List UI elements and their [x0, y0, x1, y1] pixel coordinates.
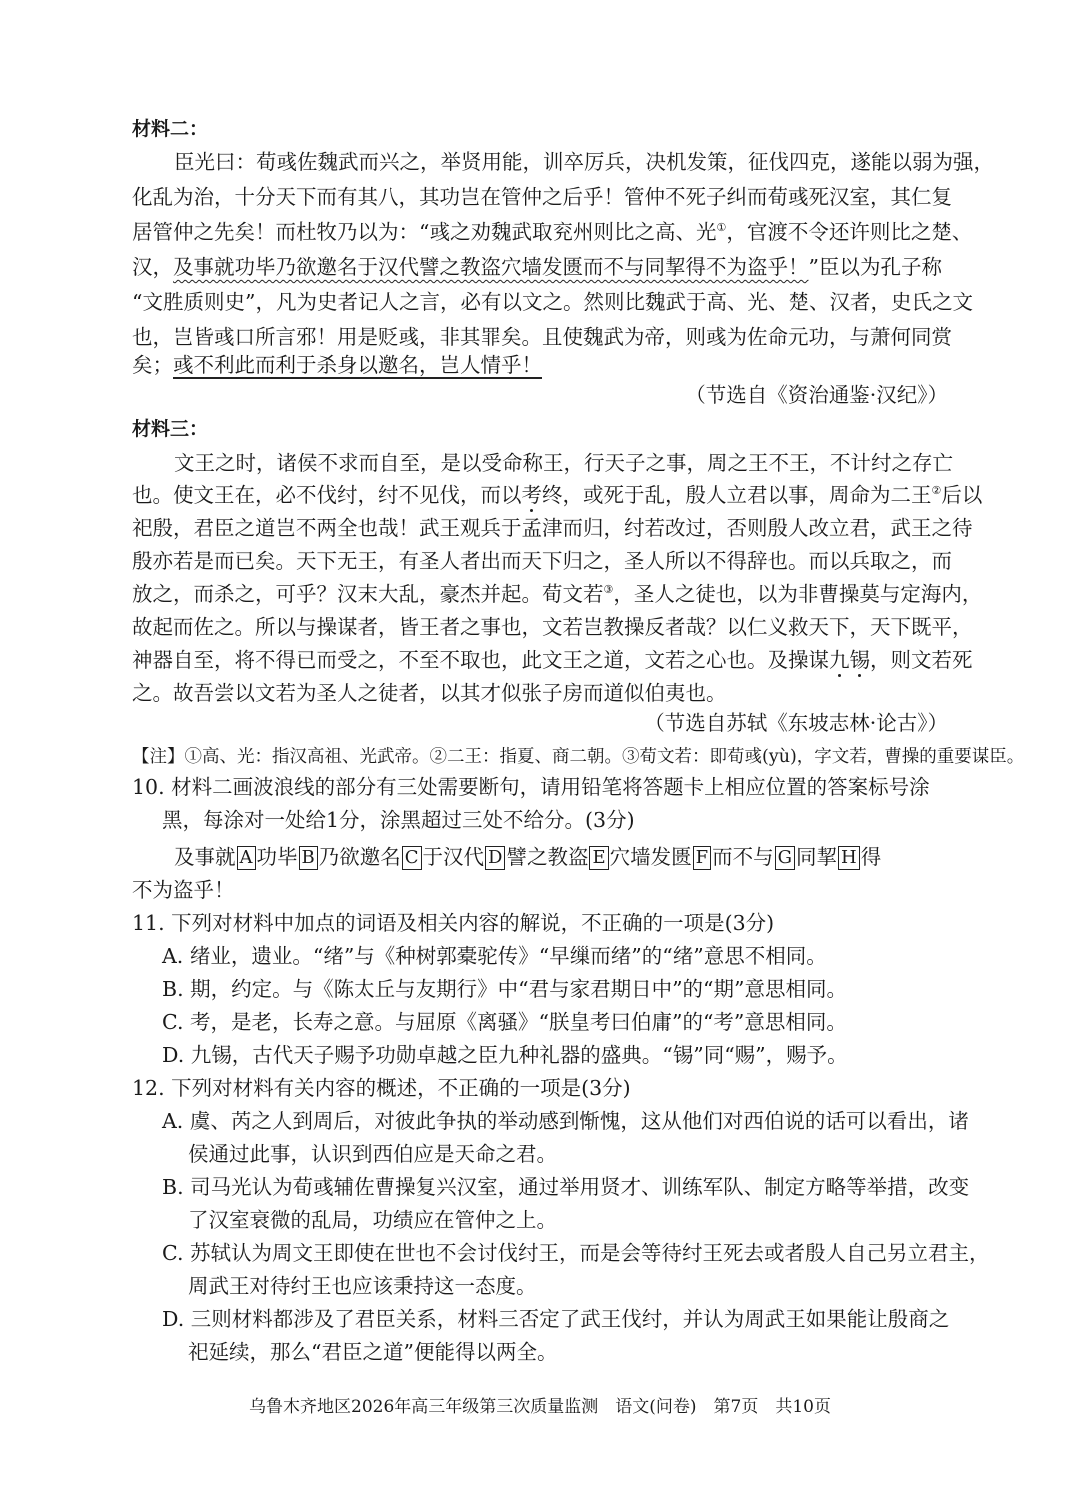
wavy-underlined-passage: 及事就功毕乃欲邀名于汉代譬之教盗穴墙发匮而不与同挈得不为盗乎！	[173, 255, 809, 279]
dotted-word: 锡	[849, 648, 870, 672]
material2-line: 也，岂皆彧口所言邪！用是贬彧，非其罪矣。且使魏武为帝，则彧为佐命元功，与萧何同赏	[132, 325, 952, 349]
dotted-word: 九	[829, 648, 850, 672]
material3-line: 文王之时，诸侯不求而自至，是以受命称王，行天子之事，周之王不王，不计纣之存亡	[174, 451, 953, 475]
material2-line: 化乱为治，十分天下而有其八，其功岂在管仲之后乎！管仲不死子纠而荀彧死汉室，其仁复	[132, 185, 952, 209]
question-10-sentence: 及事就 A 功毕 B 乃欲邀名 C 于汉代 D 譬之教盗 E 穴墙发匮 F 而不与 G 同挈 H 得	[174, 845, 882, 869]
dotted-word: 考	[521, 483, 542, 507]
question-11-option-c[interactable]: C. 考，是老，长寿之意。与屈原《离骚》“朕皇考曰伯庸”的“考”意思相同。	[162, 1010, 847, 1034]
answer-box-D[interactable]: D	[485, 846, 505, 870]
material3-line: 之。故吾尝以文若为圣人之徒者，以其才似张子房而道似伯夷也。	[132, 681, 727, 705]
material3-line: 放之，而杀之，可乎？汉末大乱，豪杰并起。荀文若③，圣人之徒也，以为非曹操莫与定海内，	[132, 582, 983, 606]
material2-line: 汉，及事就功毕乃欲邀名于汉代譬之教盗穴墙发匮而不与同挈得不为盗乎！”臣以为孔子称	[132, 255, 942, 279]
question-11-option-a[interactable]: A. 绪业，遗业。“绪”与《种树郭橐驼传》“早缫而绪”的“绪”意思不相同。	[162, 944, 827, 968]
question-12-stem: 12. 下列对材料有关内容的概述，不正确的一项是(3分)	[132, 1076, 631, 1100]
question-12-option-d[interactable]: D. 三则材料都涉及了君臣关系，材料三否定了武王伐纣，并认为周武王如果能让殷商之	[162, 1307, 950, 1331]
question-10-sentence-tail: 不为盗乎！	[132, 878, 235, 902]
question-12-option-c[interactable]: C. 苏轼认为周文王即使在世也不会讨伐纣王，而是会等待纣王死去或者殷人自己另立君主，	[162, 1241, 990, 1265]
material2-line: 臣光曰：荀彧佐魏武而兴之，举贤用能，训卒厉兵，决机发策，征伐四克，遂能以弱为强，	[174, 150, 994, 174]
material3-line: 故起而佐之。所以与操谋者，皆王者之事也，文若岂教操反者哉？以仁义救天下，天下既平，	[132, 615, 973, 639]
question-11-stem: 11. 下列对材料中加点的词语及相关内容的解说，不正确的一项是(3分)	[132, 911, 775, 935]
footnote-marker: ③	[603, 583, 614, 596]
material2-source: （节选自《资治通鉴·汉纪》）	[685, 383, 948, 407]
question-11-option-d[interactable]: D. 九锡，古代天子赐予功勋卓越之臣九种礼器的盛典。“锡”同“赐”，赐予。	[162, 1043, 848, 1067]
question-12-option-d-cont[interactable]: 祀延续，那么“君臣之道”便能得以两全。	[188, 1340, 558, 1364]
material2-line: 居管仲之先矣！而杜牧乃以为：“彧之劝魏武取兖州则比之高、光①，官渡不令还许则比之楚、	[132, 220, 973, 244]
material3-line: 祀殷，君臣之道岂不两全也哉！武王观兵于孟津而归，纣若改过，否则殷人改立君，武王之待	[132, 516, 973, 540]
material3-line: 也。使文王在，必不伐纣，纣不见伐，而以考终，或死于乱，殷人立君以事，周命为二王②后以	[132, 483, 983, 507]
material3-heading: 材料三：	[132, 418, 209, 440]
answer-box-G[interactable]: G	[775, 846, 795, 870]
underlined-sentence: 彧不利此而利于杀身以邀名，岂人情乎！	[173, 353, 542, 377]
material3-line: 殷亦若是而已矣。天下无王，有圣人者出而天下归之，圣人所以不得辞也。而以兵取之，而	[132, 549, 952, 573]
answer-box-E[interactable]: E	[589, 846, 608, 870]
question-10-stem: 10. 材料二画波浪线的部分有三处需要断句，请用铅笔将答题卡上相应位置的答案标号涂	[132, 775, 930, 799]
question-12-option-c-cont[interactable]: 周武王对待纣王也应该秉持这一态度。	[188, 1274, 537, 1298]
question-10-stem: 黑，每涂对一处给1分，涂黑超过三处不给分。(3分)	[162, 808, 635, 832]
question-12-option-b-cont[interactable]: 了汉室衰微的乱局，功绩应在管仲之上。	[188, 1208, 557, 1232]
question-12-option-a-cont[interactable]: 侯通过此事，认识到西伯应是天命之君。	[188, 1142, 557, 1166]
material2-heading: 材料二：	[132, 118, 209, 140]
answer-box-C[interactable]: C	[402, 846, 422, 870]
annotation-note: 【注】①高、光：指汉高祖、光武帝。②二王：指夏、商二朝。③荀文若：即荀彧(yù)，字文若，曹操的重要谋臣。	[132, 747, 1025, 767]
footnote-marker: ②	[931, 484, 942, 497]
question-11-option-b[interactable]: B. 期，约定。与《陈太丘与友期行》中“君与家君期日中”的“期”意思相同。	[162, 977, 848, 1001]
material2-line: “文胜质则史”，凡为史者记人之言，必有以文之。然则比魏武于高、光、楚、汉者，史氏之文	[132, 290, 973, 314]
answer-box-B[interactable]: B	[299, 846, 318, 870]
material3-source: （节选自苏轼《东坡志林·论古》）	[644, 711, 948, 735]
answer-box-H[interactable]: H	[838, 846, 860, 870]
footnote-marker: ①	[716, 221, 727, 234]
question-12-option-a[interactable]: A. 虞、芮之人到周后，对彼此争执的举动感到惭愧，这从他们对西伯说的话可以看出，诸	[162, 1109, 969, 1133]
material3-line: 神器自至，将不得已而受之，不至不取也，此文王之道，文若之心也。及操谋九锡，则文若死	[132, 648, 973, 672]
answer-box-F[interactable]: F	[693, 846, 712, 870]
question-12-option-b[interactable]: B. 司马光认为荀彧辅佐曹操复兴汉室，通过举用贤才、训练军队、制定方略等举措，改变	[162, 1175, 970, 1199]
answer-box-A[interactable]: A	[237, 846, 256, 870]
page-footer: 乌鲁木齐地区2026年高三年级第三次质量监测 语文(问卷) 第7页 共10页	[249, 1397, 831, 1417]
material2-line: 矣；彧不利此而利于杀身以邀名，岂人情乎！	[132, 353, 542, 377]
